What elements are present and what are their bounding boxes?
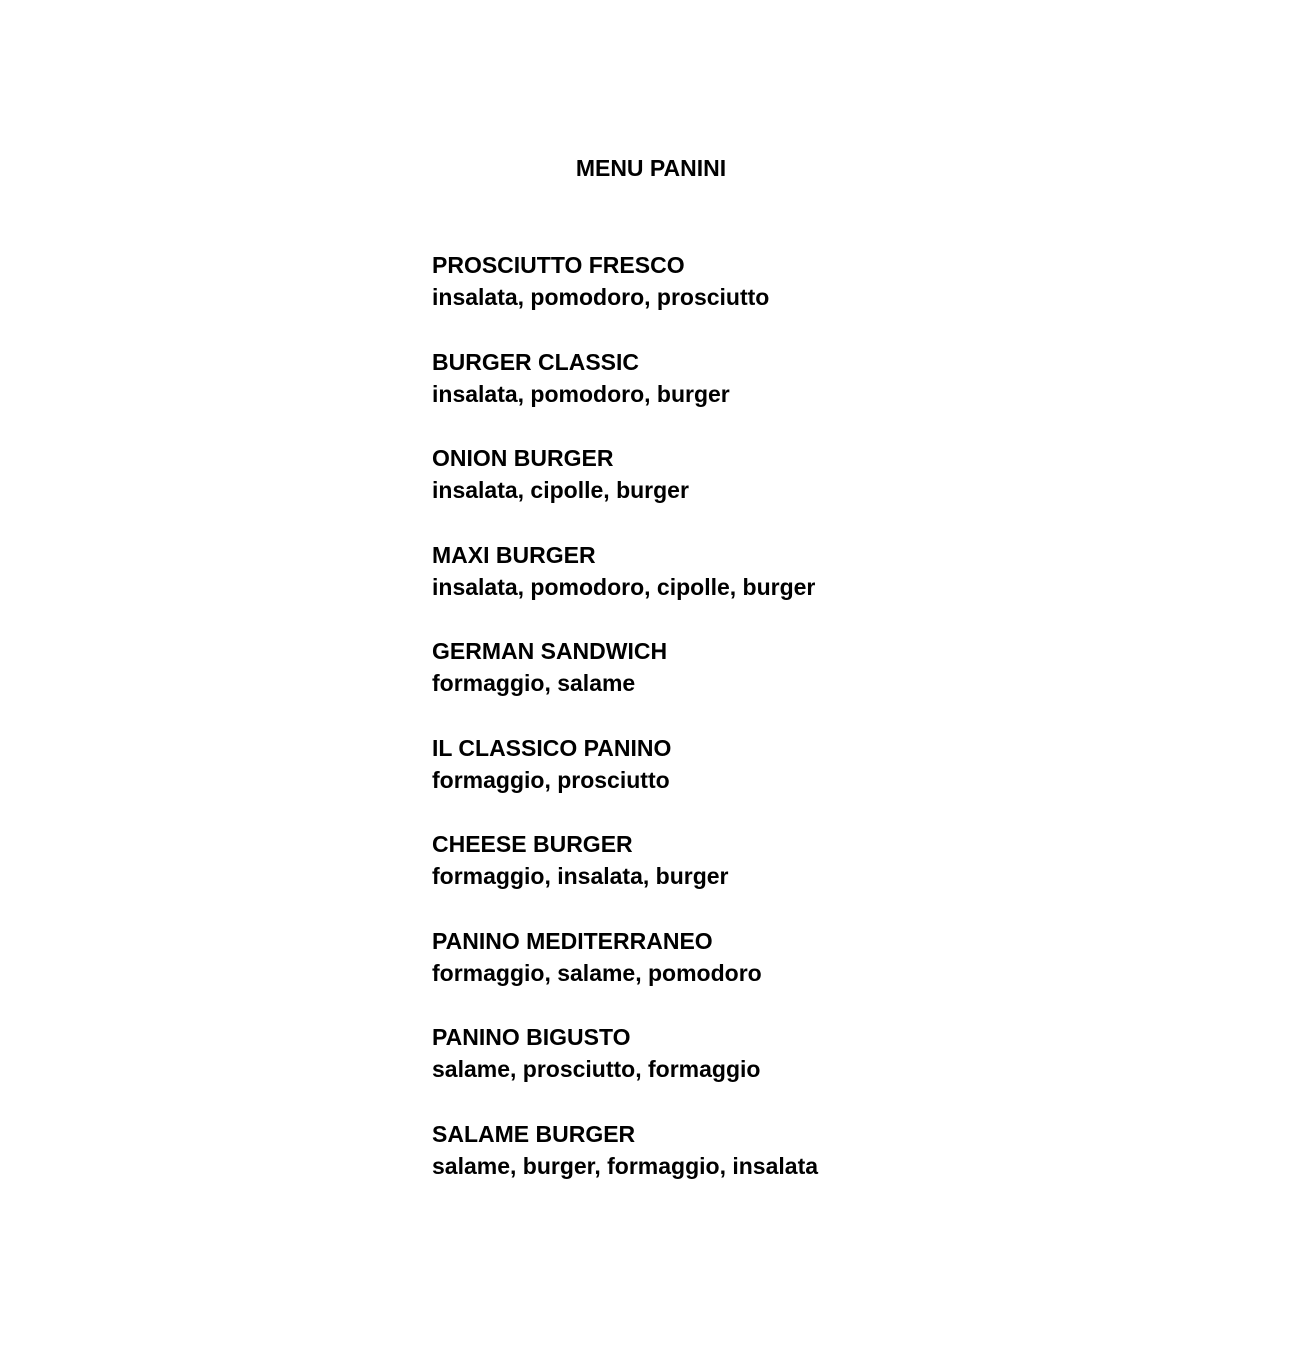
- item-ingredients: insalata, cipolle, burger: [432, 477, 689, 503]
- menu-list: [432, 249, 1032, 1214]
- item-ingredients: formaggio, salame: [432, 670, 636, 696]
- item-ingredients: insalata, pomodoro, prosciutto: [432, 284, 770, 310]
- item-name: MAXI BURGER: [432, 541, 596, 568]
- menu-item-salame-burger: [432, 1118, 1032, 1215]
- item-ingredients: salame, burger, formaggio, insalata: [432, 1152, 819, 1179]
- item-name: PROSCIUTTO FRESCO: [432, 252, 685, 278]
- menu-item-panino-bigusto: [432, 1021, 1032, 1118]
- item-name: ONION BURGER: [432, 445, 614, 471]
- item-name: PANINO MEDITERRANEO: [432, 927, 713, 954]
- menu-item-maxi-burger: [432, 539, 1032, 636]
- menu-item-panino-mediterraneo: [432, 925, 1032, 1022]
- menu-item-il-classico-panino: [432, 732, 1032, 829]
- menu-item-onion-burger: [432, 442, 1032, 539]
- item-name: SALAME BURGER: [432, 1120, 636, 1147]
- menu-item-cheese-burger: [432, 828, 1032, 925]
- item-ingredients: salame, prosciutto, formaggio: [432, 1056, 761, 1082]
- menu-item-burger-classic: [432, 346, 1032, 443]
- item-ingredients: insalata, pomodoro, cipolle, burger: [432, 573, 816, 600]
- item-ingredients: formaggio, insalata, burger: [432, 863, 729, 889]
- item-name: GERMAN SANDWICH: [432, 638, 668, 664]
- item-ingredients: insalata, pomodoro, burger: [432, 380, 730, 407]
- menu-item-german-sandwich: [432, 635, 1032, 732]
- item-name: IL CLASSICO PANINO: [432, 734, 672, 761]
- item-name: PANINO BIGUSTO: [432, 1024, 631, 1050]
- menu-title: MENU PANINI: [575, 155, 727, 181]
- item-name: BURGER CLASSIC: [432, 348, 640, 375]
- item-name: CHEESE BURGER: [432, 831, 633, 857]
- item-ingredients: formaggio, prosciutto: [432, 766, 670, 793]
- item-ingredients: formaggio, salame, pomodoro: [432, 959, 762, 986]
- menu-item-prosciutto-fresco: [432, 249, 1032, 346]
